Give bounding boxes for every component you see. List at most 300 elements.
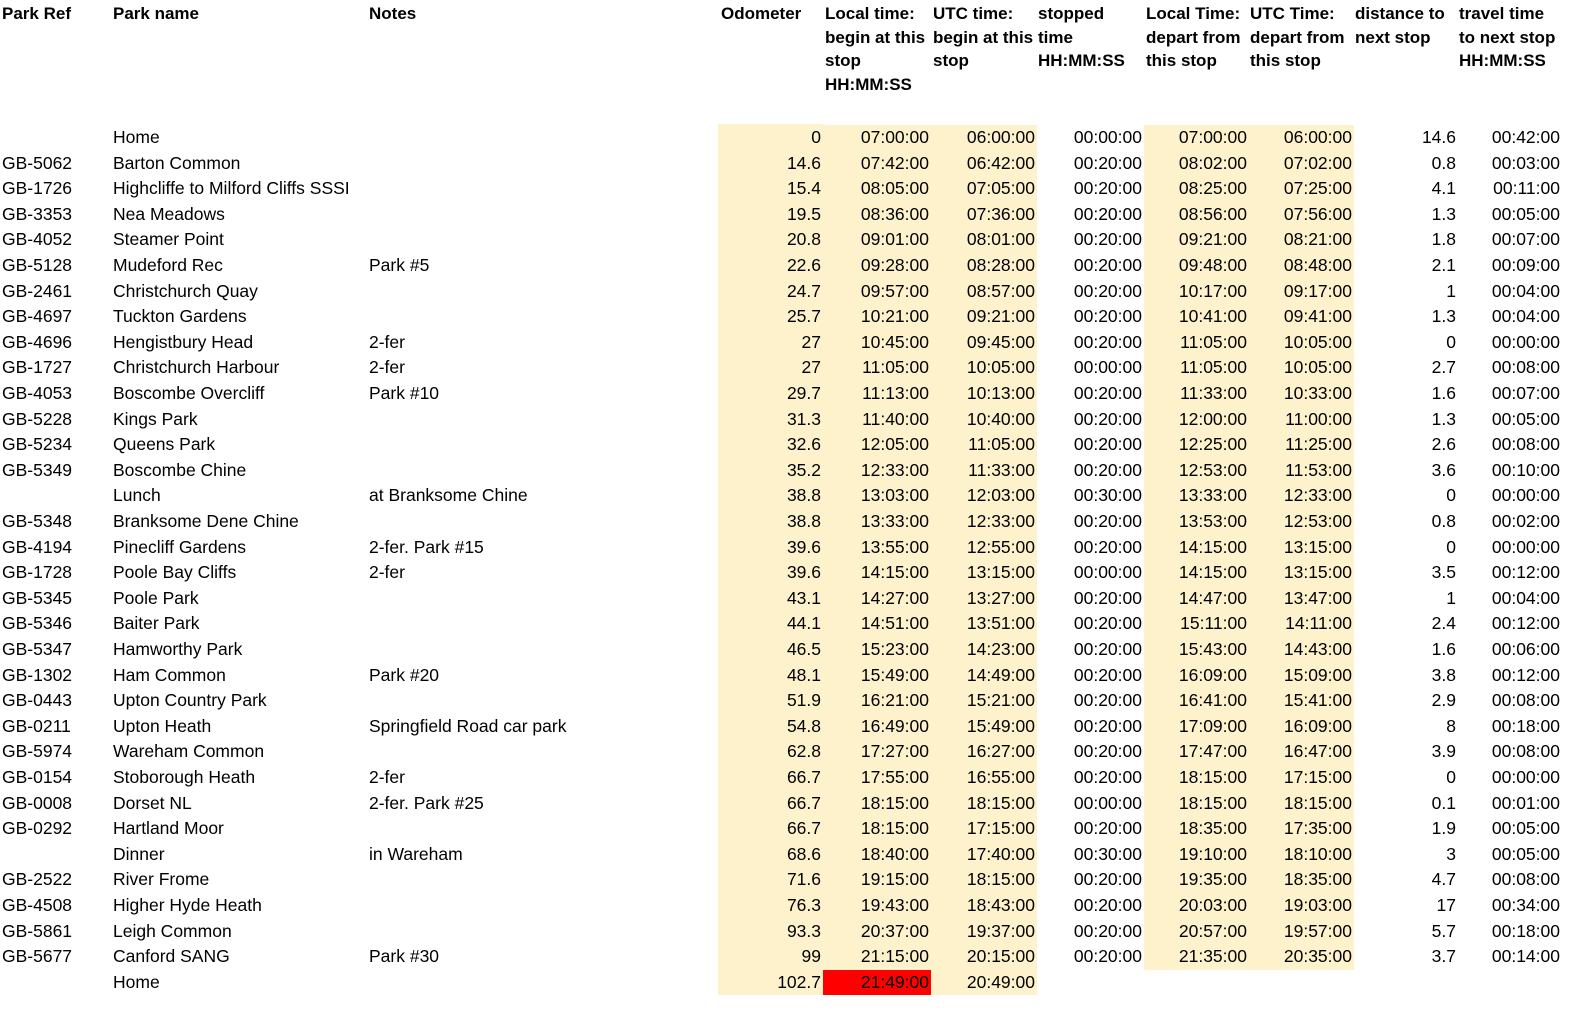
park-ref-cell[interactable]: GB-5974: [2, 741, 73, 762]
travel-time-cell[interactable]: 00:05:00: [1491, 843, 1560, 864]
stopped-cell[interactable]: 00:20:00: [1073, 895, 1142, 915]
distance-cell[interactable]: 1.8: [1431, 229, 1456, 250]
odometer-cell[interactable]: 29.7: [718, 381, 823, 407]
stopped-cell[interactable]: 00:30:00: [1073, 843, 1142, 864]
travel-time-cell[interactable]: 00:02:00: [1491, 511, 1560, 531]
odometer-cell[interactable]: 19.5: [718, 202, 823, 228]
park-ref-cell[interactable]: GB-2461: [2, 280, 73, 301]
local-depart-cell[interactable]: 13:53:00: [1144, 509, 1249, 535]
travel-time-cell[interactable]: 00:18:00: [1491, 920, 1560, 941]
park-ref-cell[interactable]: GB-1302: [2, 664, 73, 685]
local-begin-cell[interactable]: 21:49:00: [823, 970, 931, 996]
utc-begin-cell[interactable]: 10:40:00: [931, 407, 1037, 433]
utc-depart-cell[interactable]: 17:15:00: [1249, 765, 1354, 791]
local-depart-cell[interactable]: 08:02:00: [1144, 151, 1249, 177]
local-begin-cell[interactable]: 16:49:00: [823, 714, 931, 740]
local-depart-cell[interactable]: 16:09:00: [1144, 663, 1249, 689]
local-begin-cell[interactable]: 09:01:00: [823, 227, 931, 253]
odometer-cell[interactable]: 35.2: [718, 458, 823, 484]
park-name-cell[interactable]: Nea Meadows: [113, 203, 225, 224]
travel-time-cell[interactable]: 00:04:00: [1491, 280, 1560, 301]
travel-time-cell[interactable]: 00:01:00: [1491, 792, 1560, 813]
local-depart-cell[interactable]: 12:53:00: [1144, 458, 1249, 484]
utc-depart-cell[interactable]: 09:17:00: [1249, 279, 1354, 305]
stopped-cell[interactable]: 00:20:00: [1073, 229, 1142, 250]
stopped-cell[interactable]: 00:20:00: [1073, 920, 1142, 941]
local-begin-cell[interactable]: 16:21:00: [823, 688, 931, 714]
local-depart-cell[interactable]: 18:15:00: [1144, 765, 1249, 791]
stopped-cell[interactable]: 00:20:00: [1073, 434, 1142, 455]
travel-time-cell[interactable]: 00:00:00: [1491, 331, 1560, 352]
odometer-cell[interactable]: 27: [718, 355, 823, 381]
travel-time-cell[interactable]: 00:05:00: [1491, 818, 1560, 839]
distance-cell[interactable]: 14.6: [1421, 127, 1456, 147]
park-name-cell[interactable]: Poole Bay Cliffs: [113, 562, 237, 583]
utc-begin-cell[interactable]: 18:43:00: [931, 893, 1037, 919]
header-utc-depart[interactable]: [1250, 2, 1344, 73]
odometer-cell[interactable]: 51.9: [718, 688, 823, 714]
odometer-cell[interactable]: 31.3: [718, 407, 823, 433]
odometer-cell[interactable]: 62.8: [718, 739, 823, 765]
local-begin-cell[interactable]: 11:13:00: [823, 381, 931, 407]
utc-begin-cell[interactable]: 10:05:00: [931, 355, 1037, 381]
utc-begin-cell[interactable]: 15:21:00: [931, 688, 1037, 714]
utc-depart-cell[interactable]: 12:53:00: [1249, 509, 1354, 535]
stopped-cell[interactable]: 00:00:00: [1073, 127, 1142, 147]
utc-begin-cell[interactable]: 18:15:00: [931, 791, 1037, 817]
stopped-cell[interactable]: 00:20:00: [1073, 178, 1142, 199]
utc-depart-cell[interactable]: 11:00:00: [1249, 407, 1354, 433]
odometer-cell[interactable]: 0: [718, 125, 823, 151]
utc-begin-cell[interactable]: 16:27:00: [931, 739, 1037, 765]
local-begin-cell[interactable]: 18:15:00: [823, 791, 931, 817]
utc-depart-cell[interactable]: 07:56:00: [1249, 202, 1354, 228]
local-begin-cell[interactable]: 14:51:00: [823, 611, 931, 637]
park-name-cell[interactable]: Christchurch Quay: [113, 280, 258, 301]
travel-time-cell[interactable]: 00:04:00: [1491, 306, 1560, 327]
distance-cell[interactable]: 0.8: [1431, 511, 1456, 531]
park-ref-cell[interactable]: GB-4697: [2, 306, 73, 327]
travel-time-cell[interactable]: 00:14:00: [1491, 946, 1560, 967]
utc-depart-cell[interactable]: [1249, 970, 1354, 996]
notes-cell[interactable]: [367, 304, 717, 330]
distance-cell[interactable]: 0.1: [1431, 792, 1456, 813]
utc-begin-cell[interactable]: 12:03:00: [931, 483, 1037, 509]
park-ref-cell[interactable]: GB-0154: [2, 767, 73, 787]
utc-begin-cell[interactable]: 11:05:00: [931, 432, 1037, 458]
utc-begin-cell[interactable]: 10:13:00: [931, 381, 1037, 407]
park-name-cell[interactable]: Queens Park: [113, 434, 216, 455]
utc-depart-cell[interactable]: 11:53:00: [1249, 458, 1354, 484]
odometer-cell[interactable]: 32.6: [718, 432, 823, 458]
distance-cell[interactable]: 3: [1446, 843, 1456, 864]
travel-time-cell[interactable]: 00:10:00: [1491, 459, 1560, 480]
stopped-cell[interactable]: 00:20:00: [1073, 255, 1142, 275]
notes-cell[interactable]: 2-fer: [369, 767, 405, 787]
park-name-cell[interactable]: Poole Park: [113, 587, 199, 608]
notes-cell[interactable]: [367, 509, 717, 535]
utc-begin-cell[interactable]: 08:57:00: [931, 279, 1037, 305]
distance-cell[interactable]: 1.6: [1431, 639, 1456, 659]
local-begin-cell[interactable]: 10:21:00: [823, 304, 931, 330]
utc-depart-cell[interactable]: 10:05:00: [1249, 355, 1354, 381]
utc-depart-cell[interactable]: 08:48:00: [1249, 253, 1354, 279]
park-ref-cell[interactable]: GB-0211: [2, 715, 71, 736]
stopped-cell[interactable]: 00:20:00: [1073, 383, 1142, 403]
travel-time-cell[interactable]: 00:05:00: [1491, 408, 1560, 429]
stopped-cell[interactable]: 00:20:00: [1073, 946, 1142, 967]
local-begin-cell[interactable]: 08:36:00: [823, 202, 931, 228]
park-ref-cell[interactable]: GB-5861: [2, 920, 73, 941]
odometer-cell[interactable]: 24.7: [718, 279, 823, 305]
travel-time-cell[interactable]: 00:08:00: [1491, 690, 1560, 711]
utc-depart-cell[interactable]: 12:33:00: [1249, 483, 1354, 509]
utc-begin-cell[interactable]: 08:28:00: [931, 253, 1037, 279]
park-name-cell[interactable]: Hengistbury Head: [113, 331, 254, 352]
travel-time-cell[interactable]: 00:12:00: [1491, 562, 1560, 583]
utc-begin-cell[interactable]: 13:15:00: [931, 560, 1037, 586]
odometer-cell[interactable]: 27: [718, 330, 823, 356]
local-begin-cell[interactable]: 19:15:00: [823, 867, 931, 893]
utc-begin-cell[interactable]: 15:49:00: [931, 714, 1037, 740]
utc-begin-cell[interactable]: 16:55:00: [931, 765, 1037, 791]
odometer-cell[interactable]: 66.7: [718, 791, 823, 817]
local-depart-cell[interactable]: 11:05:00: [1144, 355, 1249, 381]
local-depart-cell[interactable]: 09:21:00: [1144, 227, 1249, 253]
notes-cell[interactable]: [367, 688, 717, 714]
utc-depart-cell[interactable]: 08:21:00: [1249, 227, 1354, 253]
local-depart-cell[interactable]: 07:00:00: [1144, 125, 1249, 151]
local-depart-cell[interactable]: 19:35:00: [1144, 867, 1249, 893]
local-begin-cell[interactable]: 18:40:00: [823, 842, 931, 868]
park-name-cell[interactable]: Hamworthy Park: [113, 639, 243, 659]
local-depart-cell[interactable]: 10:17:00: [1144, 279, 1249, 305]
distance-cell[interactable]: 2.4: [1431, 613, 1456, 634]
park-name-cell[interactable]: Canford SANG: [113, 946, 230, 967]
park-ref-cell[interactable]: GB-4053: [2, 383, 73, 403]
utc-begin-cell[interactable]: 08:01:00: [931, 227, 1037, 253]
utc-begin-cell[interactable]: 06:00:00: [931, 125, 1037, 151]
stopped-cell[interactable]: 00:20:00: [1073, 459, 1142, 480]
utc-begin-cell[interactable]: 13:51:00: [931, 611, 1037, 637]
local-depart-cell[interactable]: 15:43:00: [1144, 637, 1249, 663]
utc-begin-cell[interactable]: 17:40:00: [931, 842, 1037, 868]
park-name-cell[interactable]: River Frome: [113, 869, 210, 890]
header-park-name[interactable]: Park name: [113, 4, 199, 23]
odometer-cell[interactable]: 15.4: [718, 176, 823, 202]
header-local-begin[interactable]: [825, 2, 925, 96]
utc-begin-cell[interactable]: 11:33:00: [931, 458, 1037, 484]
travel-time-cell[interactable]: 00:05:00: [1491, 203, 1560, 224]
odometer-cell[interactable]: 66.7: [718, 816, 823, 842]
notes-cell[interactable]: [367, 458, 717, 484]
local-depart-cell[interactable]: 20:03:00: [1144, 893, 1249, 919]
local-depart-cell[interactable]: 21:35:00: [1144, 944, 1249, 970]
park-name-cell[interactable]: Dorset NL: [113, 792, 192, 813]
park-name-cell[interactable]: Steamer Point: [113, 229, 224, 250]
distance-cell[interactable]: 0: [1446, 485, 1456, 506]
park-ref-cell[interactable]: GB-5128: [2, 255, 73, 275]
distance-cell[interactable]: 1.3: [1431, 408, 1456, 429]
odometer-cell[interactable]: 14.6: [718, 151, 823, 177]
local-depart-cell[interactable]: 12:00:00: [1144, 407, 1249, 433]
travel-time-cell[interactable]: 00:08:00: [1491, 357, 1560, 378]
travel-time-cell[interactable]: 00:34:00: [1491, 895, 1560, 915]
distance-cell[interactable]: 0.8: [1431, 152, 1456, 173]
park-name-cell[interactable]: Wareham Common: [113, 741, 265, 762]
distance-cell[interactable]: 3.8: [1431, 664, 1456, 685]
travel-time-cell[interactable]: 00:11:00: [1493, 178, 1560, 199]
travel-time-cell[interactable]: 00:07:00: [1491, 229, 1560, 250]
notes-cell[interactable]: Springfield Road car park: [369, 715, 567, 736]
distance-cell[interactable]: 1.3: [1431, 306, 1456, 327]
park-ref-cell[interactable]: GB-5346: [2, 613, 73, 634]
notes-cell[interactable]: [367, 919, 717, 945]
local-depart-cell[interactable]: 14:15:00: [1144, 560, 1249, 586]
park-ref-cell[interactable]: GB-2522: [2, 869, 73, 890]
park-ref-cell[interactable]: GB-5345: [2, 587, 73, 608]
distance-cell[interactable]: 2.6: [1431, 434, 1456, 455]
local-begin-cell[interactable]: 20:37:00: [823, 919, 931, 945]
utc-begin-cell[interactable]: 06:42:00: [931, 151, 1037, 177]
odometer-cell[interactable]: 46.5: [718, 637, 823, 663]
distance-cell[interactable]: 2.9: [1431, 690, 1456, 711]
utc-depart-cell[interactable]: 18:15:00: [1249, 791, 1354, 817]
notes-cell[interactable]: [367, 176, 717, 202]
local-begin-cell[interactable]: 07:00:00: [823, 125, 931, 151]
stopped-cell[interactable]: 00:20:00: [1073, 203, 1142, 224]
park-ref-cell[interactable]: GB-5234: [2, 434, 73, 455]
utc-begin-cell[interactable]: 14:23:00: [931, 637, 1037, 663]
stopped-cell[interactable]: 00:20:00: [1073, 869, 1142, 890]
stopped-cell[interactable]: 00:20:00: [1073, 613, 1142, 634]
local-depart-cell[interactable]: 12:25:00: [1144, 432, 1249, 458]
park-ref-cell[interactable]: GB-4194: [2, 536, 73, 557]
notes-cell[interactable]: [367, 586, 717, 612]
utc-depart-cell[interactable]: 13:47:00: [1249, 586, 1354, 612]
local-depart-cell[interactable]: 11:33:00: [1144, 381, 1249, 407]
local-depart-cell[interactable]: 18:35:00: [1144, 816, 1249, 842]
odometer-cell[interactable]: 25.7: [718, 304, 823, 330]
notes-cell[interactable]: [367, 867, 717, 893]
park-name-cell[interactable]: Pinecliff Gardens: [113, 536, 246, 557]
travel-time-cell[interactable]: [1458, 970, 1562, 996]
park-ref-cell[interactable]: GB-5228: [2, 408, 73, 429]
notes-cell[interactable]: 2-fer: [369, 331, 405, 352]
travel-time-cell[interactable]: 00:00:00: [1491, 485, 1560, 506]
park-name-cell[interactable]: Leigh Common: [113, 920, 232, 941]
local-begin-cell[interactable]: 13:33:00: [823, 509, 931, 535]
utc-depart-cell[interactable]: 10:05:00: [1249, 330, 1354, 356]
local-depart-cell[interactable]: 10:41:00: [1144, 304, 1249, 330]
park-ref-cell[interactable]: GB-5349: [2, 459, 73, 480]
local-depart-cell[interactable]: 18:15:00: [1144, 791, 1249, 817]
travel-time-cell[interactable]: 00:09:00: [1491, 255, 1560, 275]
local-begin-cell[interactable]: 13:03:00: [823, 483, 931, 509]
odometer-cell[interactable]: 39.6: [718, 560, 823, 586]
park-ref-cell[interactable]: GB-4696: [2, 331, 73, 352]
utc-begin-cell[interactable]: 18:15:00: [931, 867, 1037, 893]
local-depart-cell[interactable]: 17:47:00: [1144, 739, 1249, 765]
distance-cell[interactable]: 1.6: [1431, 383, 1456, 403]
local-depart-cell[interactable]: 13:33:00: [1144, 483, 1249, 509]
park-name-cell[interactable]: Baiter Park: [113, 613, 200, 634]
distance-cell[interactable]: 3.5: [1431, 562, 1456, 583]
stopped-cell[interactable]: 00:00:00: [1073, 562, 1142, 583]
distance-cell[interactable]: 5.7: [1431, 920, 1456, 941]
park-ref-cell[interactable]: GB-1726: [2, 178, 73, 199]
local-begin-cell[interactable]: 17:27:00: [823, 739, 931, 765]
utc-depart-cell[interactable]: 10:33:00: [1249, 381, 1354, 407]
notes-cell[interactable]: [367, 970, 717, 996]
park-ref-cell[interactable]: GB-0008: [2, 792, 73, 813]
distance-cell[interactable]: 4.7: [1431, 869, 1456, 890]
local-begin-cell[interactable]: 17:55:00: [823, 765, 931, 791]
park-name-cell[interactable]: Boscombe Chine: [113, 459, 247, 480]
stopped-cell[interactable]: 00:20:00: [1073, 715, 1142, 736]
local-begin-cell[interactable]: 11:40:00: [823, 407, 931, 433]
travel-time-cell[interactable]: 00:04:00: [1491, 587, 1560, 608]
utc-depart-cell[interactable]: 13:15:00: [1249, 535, 1354, 561]
notes-cell[interactable]: [367, 202, 717, 228]
travel-time-cell[interactable]: 00:12:00: [1491, 613, 1560, 634]
stopped-cell[interactable]: 00:20:00: [1073, 408, 1142, 429]
notes-cell[interactable]: Park #10: [369, 383, 440, 403]
notes-cell[interactable]: Park #20: [369, 664, 440, 685]
travel-time-cell[interactable]: 00:06:00: [1491, 639, 1560, 659]
stopped-cell[interactable]: 00:00:00: [1073, 357, 1142, 378]
park-ref-cell[interactable]: GB-5348: [2, 511, 73, 531]
notes-cell[interactable]: [367, 637, 717, 663]
utc-depart-cell[interactable]: 15:41:00: [1249, 688, 1354, 714]
utc-begin-cell[interactable]: 12:33:00: [931, 509, 1037, 535]
header-notes[interactable]: Notes: [369, 4, 417, 23]
park-ref-cell[interactable]: [0, 970, 110, 996]
local-begin-cell[interactable]: 15:49:00: [823, 663, 931, 689]
distance-cell[interactable]: 3.9: [1431, 741, 1456, 762]
stopped-cell[interactable]: 00:20:00: [1073, 639, 1142, 659]
header-distance[interactable]: [1355, 2, 1445, 49]
odometer-cell[interactable]: 43.1: [718, 586, 823, 612]
utc-depart-cell[interactable]: 06:00:00: [1249, 125, 1354, 151]
travel-time-cell[interactable]: 00:00:00: [1491, 536, 1560, 557]
stopped-cell[interactable]: 00:20:00: [1073, 511, 1142, 531]
utc-begin-cell[interactable]: 13:27:00: [931, 586, 1037, 612]
park-name-cell[interactable]: Lunch: [113, 485, 161, 506]
notes-cell[interactable]: [367, 816, 717, 842]
local-depart-cell[interactable]: 08:56:00: [1144, 202, 1249, 228]
park-name-cell[interactable]: Home: [113, 971, 160, 992]
distance-cell[interactable]: 0: [1446, 536, 1456, 557]
distance-cell[interactable]: 3.6: [1431, 459, 1456, 480]
utc-depart-cell[interactable]: 17:35:00: [1249, 816, 1354, 842]
stopped-cell[interactable]: 00:20:00: [1073, 818, 1142, 839]
stopped-cell[interactable]: 00:30:00: [1073, 485, 1142, 506]
travel-time-cell[interactable]: 00:42:00: [1491, 127, 1560, 147]
odometer-cell[interactable]: 38.8: [718, 509, 823, 535]
stopped-cell[interactable]: 00:20:00: [1073, 587, 1142, 608]
stopped-cell[interactable]: 00:20:00: [1073, 331, 1142, 352]
park-ref-cell[interactable]: GB-0443: [2, 690, 73, 711]
park-name-cell[interactable]: Dinner: [113, 843, 165, 864]
utc-depart-cell[interactable]: 16:47:00: [1249, 739, 1354, 765]
notes-cell[interactable]: [367, 227, 717, 253]
utc-depart-cell[interactable]: 14:11:00: [1249, 611, 1354, 637]
odometer-cell[interactable]: 39.6: [718, 535, 823, 561]
utc-begin-cell[interactable]: 14:49:00: [931, 663, 1037, 689]
local-begin-cell[interactable]: 14:27:00: [823, 586, 931, 612]
local-depart-cell[interactable]: 09:48:00: [1144, 253, 1249, 279]
park-ref-cell[interactable]: [0, 483, 110, 509]
notes-cell[interactable]: [367, 432, 717, 458]
distance-cell[interactable]: 8: [1446, 715, 1456, 736]
utc-depart-cell[interactable]: 20:35:00: [1249, 944, 1354, 970]
local-depart-cell[interactable]: 19:10:00: [1144, 842, 1249, 868]
utc-begin-cell[interactable]: 12:55:00: [931, 535, 1037, 561]
travel-time-cell[interactable]: 00:12:00: [1491, 664, 1560, 685]
notes-cell[interactable]: 2-fer. Park #15: [369, 536, 484, 557]
utc-depart-cell[interactable]: 18:35:00: [1249, 867, 1354, 893]
utc-depart-cell[interactable]: 16:09:00: [1249, 714, 1354, 740]
stopped-cell[interactable]: 00:00:00: [1073, 792, 1142, 813]
odometer-cell[interactable]: 48.1: [718, 663, 823, 689]
local-begin-cell[interactable]: 10:45:00: [823, 330, 931, 356]
park-name-cell[interactable]: Kings Park: [113, 408, 198, 429]
odometer-cell[interactable]: 44.1: [718, 611, 823, 637]
local-begin-cell[interactable]: 18:15:00: [823, 816, 931, 842]
local-begin-cell[interactable]: 12:33:00: [823, 458, 931, 484]
park-name-cell[interactable]: Upton Country Park: [113, 690, 267, 711]
travel-time-cell[interactable]: 00:00:00: [1491, 767, 1560, 787]
park-ref-cell[interactable]: GB-3353: [2, 203, 73, 224]
park-name-cell[interactable]: Highcliffe to Milford Cliffs SSSI: [113, 178, 350, 199]
travel-time-cell[interactable]: 00:07:00: [1491, 383, 1560, 403]
header-stopped[interactable]: [1038, 2, 1125, 73]
header-travel[interactable]: [1459, 2, 1555, 73]
park-name-cell[interactable]: Higher Hyde Heath: [113, 895, 262, 915]
distance-cell[interactable]: [1354, 970, 1458, 996]
notes-cell[interactable]: Park #5: [369, 255, 430, 275]
utc-begin-cell[interactable]: 07:36:00: [931, 202, 1037, 228]
local-depart-cell[interactable]: 14:15:00: [1144, 535, 1249, 561]
stopped-cell[interactable]: 00:20:00: [1073, 690, 1142, 711]
odometer-cell[interactable]: 68.6: [718, 842, 823, 868]
local-depart-cell[interactable]: 08:25:00: [1144, 176, 1249, 202]
odometer-cell[interactable]: 102.7: [718, 970, 823, 996]
notes-cell[interactable]: 2-fer: [369, 357, 405, 378]
utc-begin-cell[interactable]: 19:37:00: [931, 919, 1037, 945]
odometer-cell[interactable]: 54.8: [718, 714, 823, 740]
utc-depart-cell[interactable]: 14:43:00: [1249, 637, 1354, 663]
park-name-cell[interactable]: Hartland Moor: [113, 818, 224, 839]
local-depart-cell[interactable]: [1144, 970, 1249, 996]
odometer-cell[interactable]: 76.3: [718, 893, 823, 919]
utc-depart-cell[interactable]: 13:15:00: [1249, 560, 1354, 586]
park-name-cell[interactable]: Home: [113, 127, 160, 147]
local-begin-cell[interactable]: 19:43:00: [823, 893, 931, 919]
notes-cell[interactable]: [367, 125, 717, 151]
header-local-depart[interactable]: [1146, 2, 1240, 73]
park-ref-cell[interactable]: GB-5062: [2, 152, 73, 173]
local-depart-cell[interactable]: 16:41:00: [1144, 688, 1249, 714]
notes-cell[interactable]: Park #30: [369, 946, 440, 967]
park-ref-cell[interactable]: GB-4052: [2, 229, 73, 250]
notes-cell[interactable]: [367, 611, 717, 637]
local-begin-cell[interactable]: 09:28:00: [823, 253, 931, 279]
local-begin-cell[interactable]: 08:05:00: [823, 176, 931, 202]
local-depart-cell[interactable]: 17:09:00: [1144, 714, 1249, 740]
park-ref-cell[interactable]: GB-1728: [2, 562, 73, 583]
